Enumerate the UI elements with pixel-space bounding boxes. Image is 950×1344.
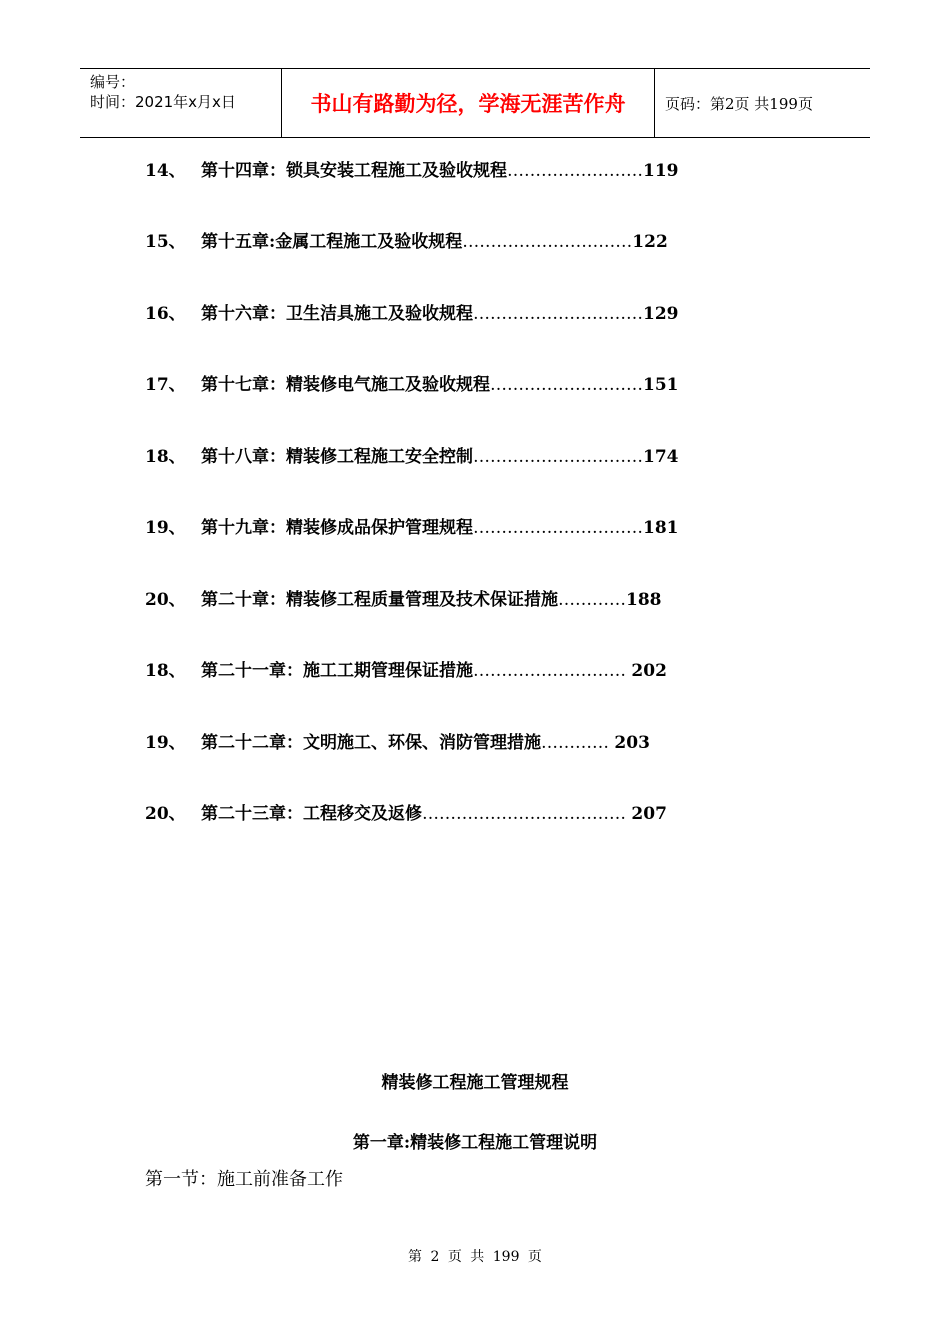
toc-title: 第十四章：锁具安装工程施工及验收规程 xyxy=(201,161,507,181)
toc-item[interactable] xyxy=(145,656,667,686)
toc-leader: …………………… xyxy=(507,161,643,181)
toc-item[interactable] xyxy=(145,299,679,329)
toc-title: 第二十二章：文明施工、环保、消防管理措施 xyxy=(201,733,541,753)
toc-page: 122 xyxy=(632,232,668,252)
toc-number: 17、 xyxy=(145,375,186,395)
toc-leader: ………………………… xyxy=(473,304,643,324)
toc-leader: ………… xyxy=(558,590,626,610)
toc-item[interactable] xyxy=(145,370,679,400)
toc-number: 14、 xyxy=(145,161,186,181)
document-title: 精装修工程施工管理规程 xyxy=(381,1073,569,1093)
toc-page: 151 xyxy=(643,375,679,395)
toc-item[interactable] xyxy=(145,513,679,543)
toc-item[interactable] xyxy=(145,227,668,257)
toc-page: 203 xyxy=(614,733,650,753)
toc-number: 15、 xyxy=(145,232,186,252)
toc-leader: ………… xyxy=(541,733,615,753)
toc-leader: ………………………… xyxy=(473,447,643,467)
chapter-title: 第一章:精装修工程施工管理说明 xyxy=(352,1133,598,1153)
header-motto: 书山有路勤为径，学海无涯苦作舟 xyxy=(282,69,655,137)
toc-title: 第十八章：精装修工程施工安全控制 xyxy=(201,447,473,467)
toc-item[interactable] xyxy=(145,799,667,829)
toc-number: 18、 xyxy=(145,661,186,681)
header-page-label: 页码：第2页 共199页 xyxy=(665,94,813,113)
toc-page: 188 xyxy=(626,590,662,610)
toc-item[interactable] xyxy=(145,156,679,186)
toc-page: 207 xyxy=(631,804,667,824)
toc-leader: ………………………… xyxy=(473,518,643,538)
toc-number: 18、 xyxy=(145,447,186,467)
toc-number: 19、 xyxy=(145,518,186,538)
toc-leader: ……………………… xyxy=(490,375,643,395)
toc-page: 174 xyxy=(643,447,679,467)
section-title: 第一节：施工前准备工作 xyxy=(145,1169,343,1190)
page-footer: 第 2 页 共 199 页 xyxy=(408,1249,542,1265)
toc-page: 129 xyxy=(643,304,679,324)
toc-title: 第十九章：精装修成品保护管理规程 xyxy=(201,518,473,538)
page-header xyxy=(80,68,870,138)
toc-leader: ……………………………… xyxy=(422,804,632,824)
toc-item[interactable] xyxy=(145,585,662,615)
toc-number: 16、 xyxy=(145,304,186,324)
date-label: 时间：2021年x月x日 xyxy=(90,93,236,111)
toc-number: 19、 xyxy=(145,733,186,753)
toc-number: 20、 xyxy=(145,804,186,824)
toc-title: 第十六章：卫生洁具施工及验收规程 xyxy=(201,304,473,324)
toc-item[interactable] xyxy=(145,442,679,472)
toc-title: 第十五章:金属工程施工及验收规程 xyxy=(201,232,463,252)
toc-item[interactable] xyxy=(145,728,650,758)
toc-page: 119 xyxy=(643,161,679,181)
toc-page: 181 xyxy=(643,518,679,538)
toc-page: 202 xyxy=(631,661,667,681)
toc-leader: ……………………… xyxy=(473,661,632,681)
toc-title: 第二十一章：施工工期管理保证措施 xyxy=(201,661,473,681)
toc-leader: ………………………… xyxy=(462,232,633,252)
header-left-cell xyxy=(80,69,282,137)
code-label: 编号： xyxy=(90,73,136,91)
toc-title: 第二十三章：工程移交及返修 xyxy=(201,804,422,824)
toc-number: 20、 xyxy=(145,590,186,610)
toc-title: 第二十章：精装修工程质量管理及技术保证措施 xyxy=(201,590,558,610)
toc-title: 第十七章：精装修电气施工及验收规程 xyxy=(201,375,490,395)
